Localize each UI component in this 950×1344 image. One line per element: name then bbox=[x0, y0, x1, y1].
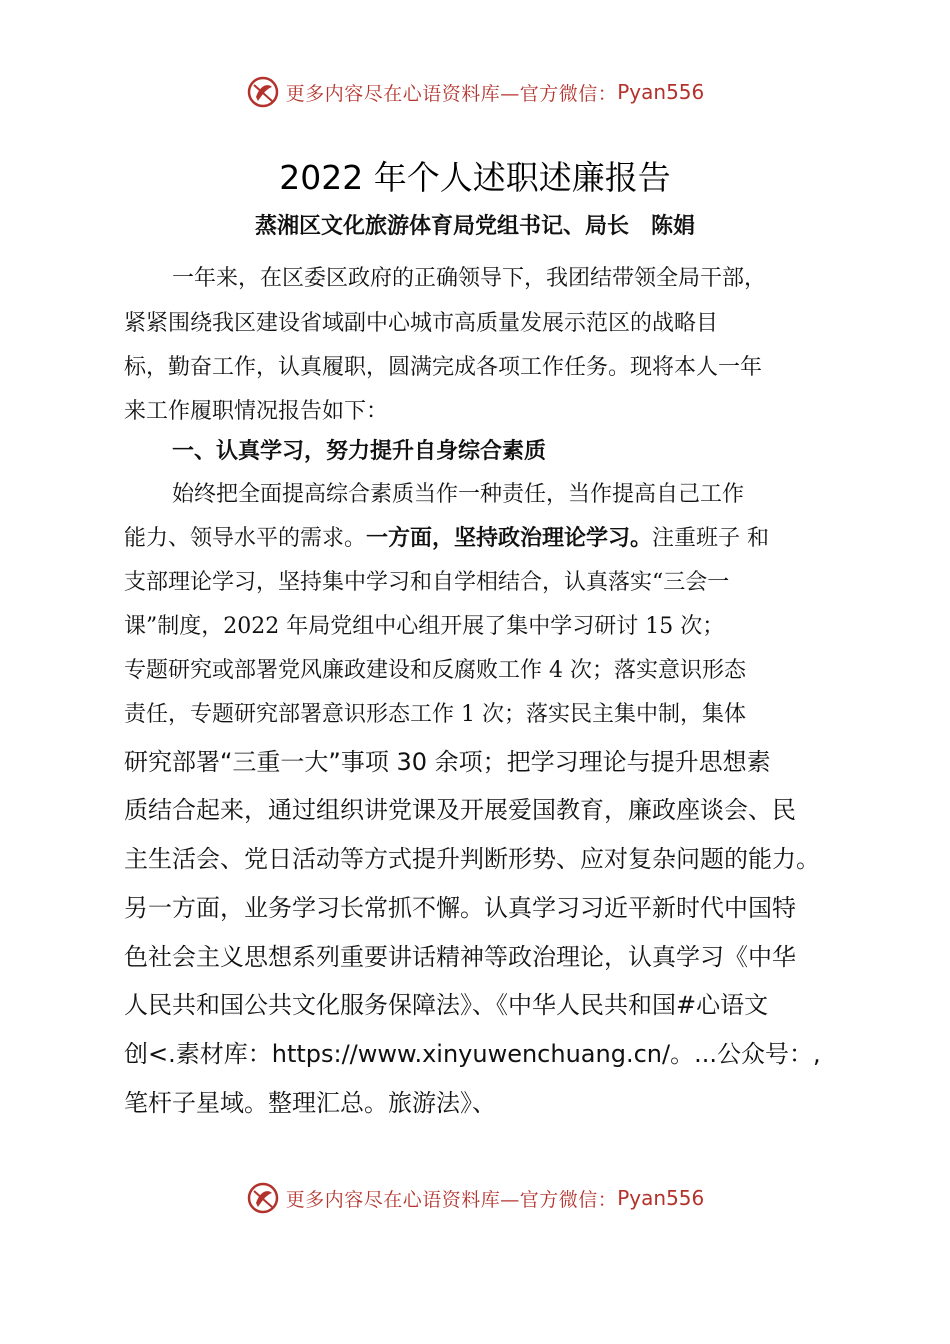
section-heading: 一、认真学习，努力提升自身综合素质 bbox=[172, 439, 547, 464]
document-subtitle: 蒸湘区文化旅游体育局党组书记、局长 陈娟 bbox=[254, 214, 695, 239]
banner-wechat-id: Pyan556 bbox=[617, 80, 705, 104]
paragraph-line: 责任，专题研究部署意识形态工作 1 次；落实民主集中制，集体 bbox=[124, 702, 746, 727]
paragraph-line: 专题研究或部署党风廉政建设和反腐败工作 4 次；落实意识形态 bbox=[124, 658, 746, 683]
paragraph-line: 始终把全面提高综合素质当作一种责任，当作提高自己工作 bbox=[172, 482, 745, 507]
paragraph-line: 支部理论学习，坚持集中学习和自学相结合，认真落实“三会一 bbox=[124, 570, 730, 595]
paragraph-line: 创<.素材库：https://www.xinyuwenchuang.cn/。...公众号：, bbox=[124, 1040, 821, 1068]
banner-text: 更多内容尽在心语资料库—官方微信： bbox=[285, 1188, 618, 1211]
paragraph-line: 标，勤奋工作，认真履职，圆满完成各项工作任务。现将本人一年 bbox=[124, 355, 763, 380]
xinyu-logo-icon bbox=[246, 75, 280, 109]
banner-wechat-id: Pyan556 bbox=[617, 1186, 705, 1210]
paragraph-line: 另一方面，业务学习长常抓不懈。认真学习习近平新时代中国特 bbox=[124, 894, 796, 922]
line-text: 注重班子 和 bbox=[652, 526, 770, 551]
header-banner bbox=[0, 72, 950, 112]
emphasis-text: 一方面，坚持政治理论学习。 bbox=[366, 526, 653, 551]
line-text: 能力、领导水平的需求。 bbox=[124, 526, 367, 551]
paragraph-line: 一年来，在区委区政府的正确领导下，我团结带领全局干部， bbox=[172, 266, 767, 291]
paragraph-line: 人民共和国公共文化服务保障法》、《中华人民共和国#心语文 bbox=[124, 991, 769, 1019]
xinyu-logo-icon bbox=[246, 1181, 280, 1215]
paragraph-line bbox=[124, 524, 769, 554]
paragraph-line: 紧紧围绕我区建设省域副中心城市高质量发展示范区的战略目 bbox=[124, 311, 719, 336]
banner-text: 更多内容尽在心语资料库—官方微信： bbox=[285, 82, 618, 105]
footer-banner bbox=[0, 1178, 950, 1218]
paragraph-line: 笔杆子星域。整理汇总。旅游法》、 bbox=[124, 1089, 496, 1117]
paragraph-line: 课”制度，2022 年局党组中心组开展了集中学习研讨 15 次； bbox=[124, 614, 725, 639]
document-title: 2022 年个人述职述廉报告 bbox=[279, 158, 671, 197]
paragraph-line: 来工作履职情况报告如下： bbox=[124, 399, 389, 424]
paragraph-line: 色社会主义思想系列重要讲话精神等政治理论，认真学习《中华 bbox=[124, 943, 796, 971]
paragraph-line: 主生活会、党日活动等方式提升判断形势、应对复杂问题的能力。 bbox=[124, 845, 820, 873]
paragraph-line: 质结合起来，通过组织讲党课及开展爱国教育，廉政座谈会、民 bbox=[124, 796, 796, 824]
paragraph-line: 研究部署“三重一大”事项 30 余项；把学习理论与提升思想素 bbox=[124, 748, 771, 776]
